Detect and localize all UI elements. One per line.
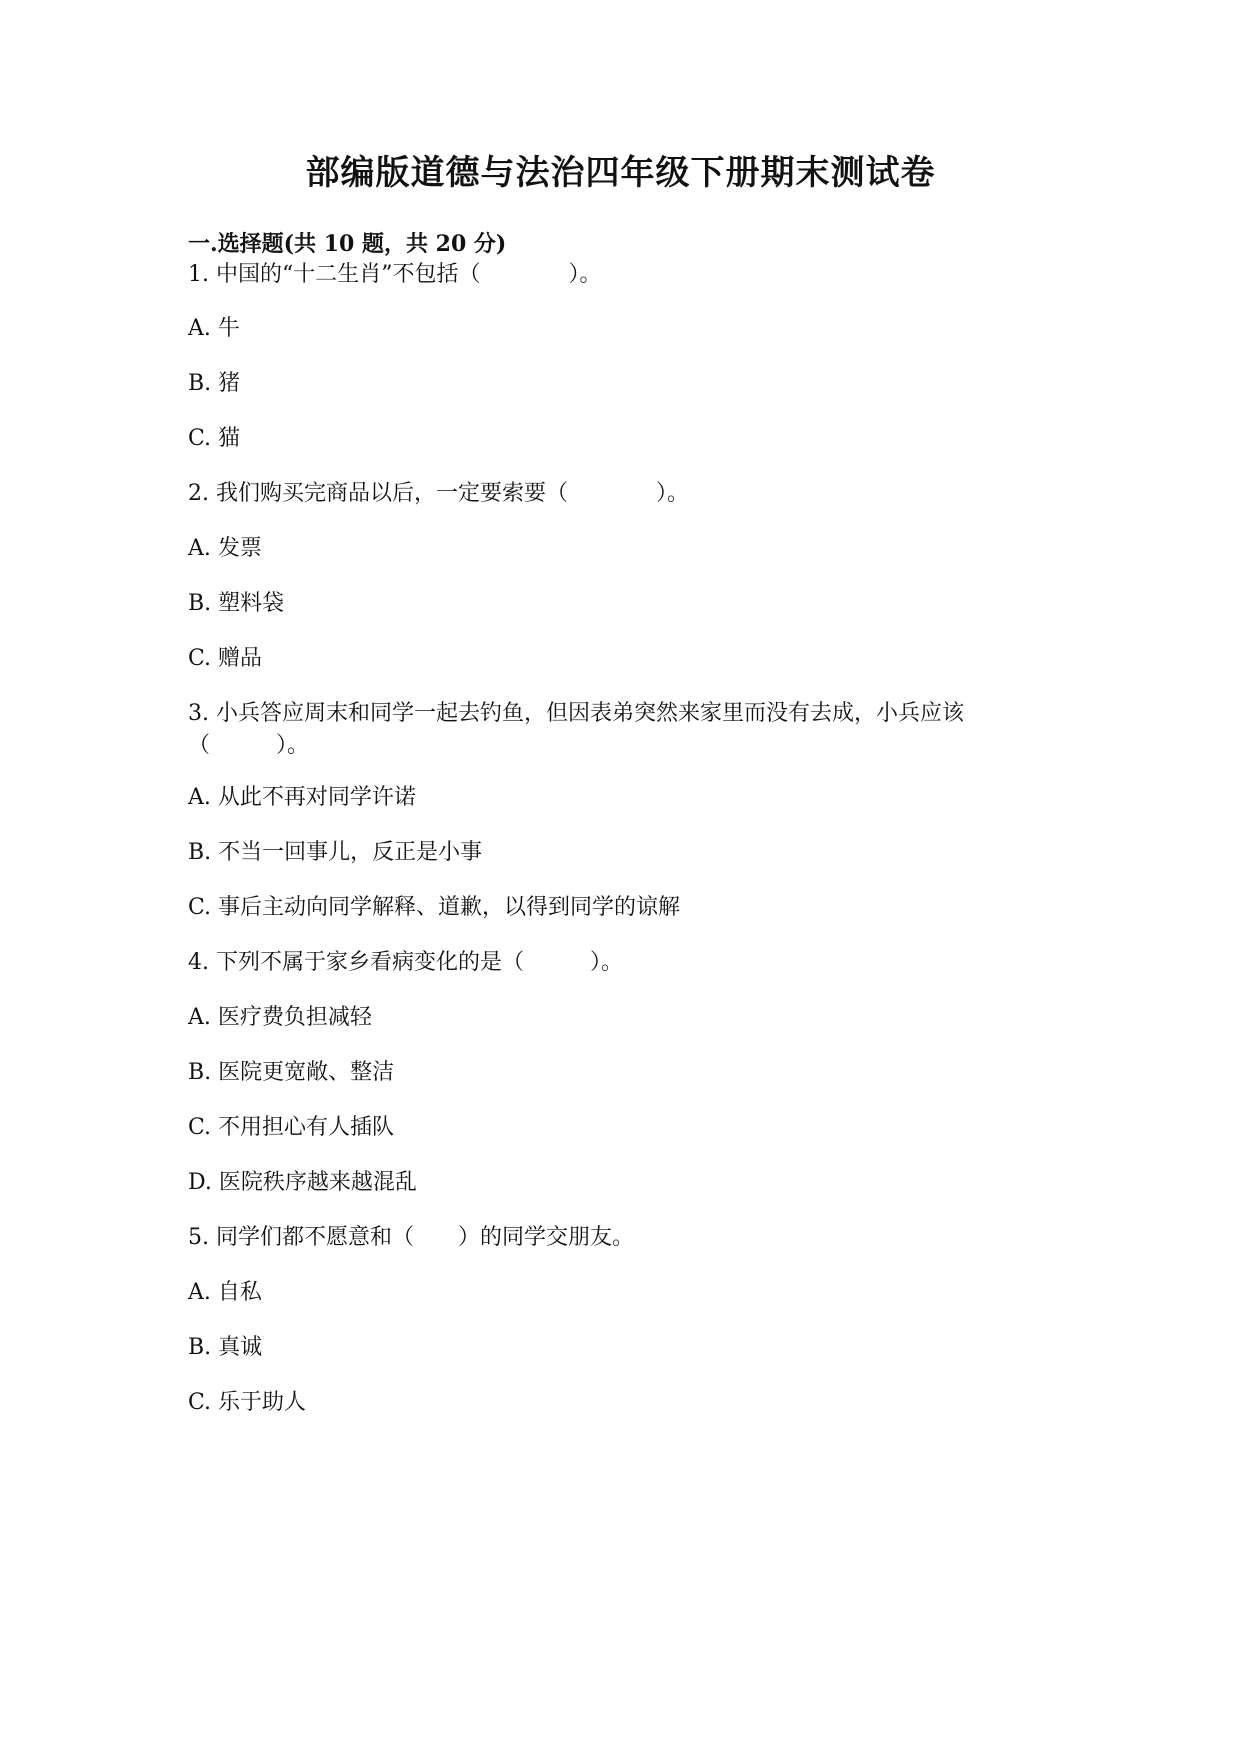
question-3-option-b: B. 不当一回事儿，反正是小事 — [188, 840, 483, 865]
question-2-option-b: B. 塑料袋 — [188, 591, 285, 616]
question-5-option-a: A. 自私 — [188, 1280, 262, 1305]
question-2-stem: 2. 我们购买完商品以后，一定要索要（ ）。 — [188, 481, 689, 506]
question-4-stem: 4. 下列不属于家乡看病变化的是（ ）。 — [188, 950, 623, 975]
question-1-option-b: B. 猪 — [188, 371, 241, 396]
question-2-option-a: A. 发票 — [188, 536, 262, 561]
question-3-option-c: C. 事后主动向同学解释、道歉，以得到同学的谅解 — [188, 895, 681, 920]
question-5-option-c: C. 乐于助人 — [188, 1390, 307, 1415]
question-3-stem: 3. 小兵答应周末和同学一起去钓鱼，但因表弟突然来家里而没有去成，小兵应该（ ）。 — [188, 701, 964, 758]
question-4-option-c: C. 不用担心有人插队 — [188, 1115, 395, 1140]
question-1-option-a: A. 牛 — [188, 316, 240, 341]
question-4-option-d: D. 医院秩序越来越混乱 — [188, 1170, 417, 1195]
question-5-option-b: B. 真诚 — [188, 1335, 263, 1360]
question-4-option-a: A. 医疗费负担减轻 — [188, 1005, 372, 1030]
question-1-stem: 1. 中国的“十二生肖”不包括（ ）。 — [188, 262, 602, 287]
question-5-stem: 5. 同学们都不愿意和（ ）的同学交朋友。 — [188, 1225, 634, 1250]
page-title: 部编版道德与法治四年级下册期末测试卷 — [305, 153, 936, 193]
section-heading: 一.选择题(共 10 题，共 20 分) — [188, 231, 507, 257]
question-2-option-c: C. 赠品 — [188, 646, 263, 671]
question-1-option-c: C. 猫 — [188, 426, 241, 451]
question-3-option-a: A. 从此不再对同学许诺 — [188, 785, 416, 810]
question-4-option-b: B. 医院更宽敞、整洁 — [188, 1060, 395, 1085]
